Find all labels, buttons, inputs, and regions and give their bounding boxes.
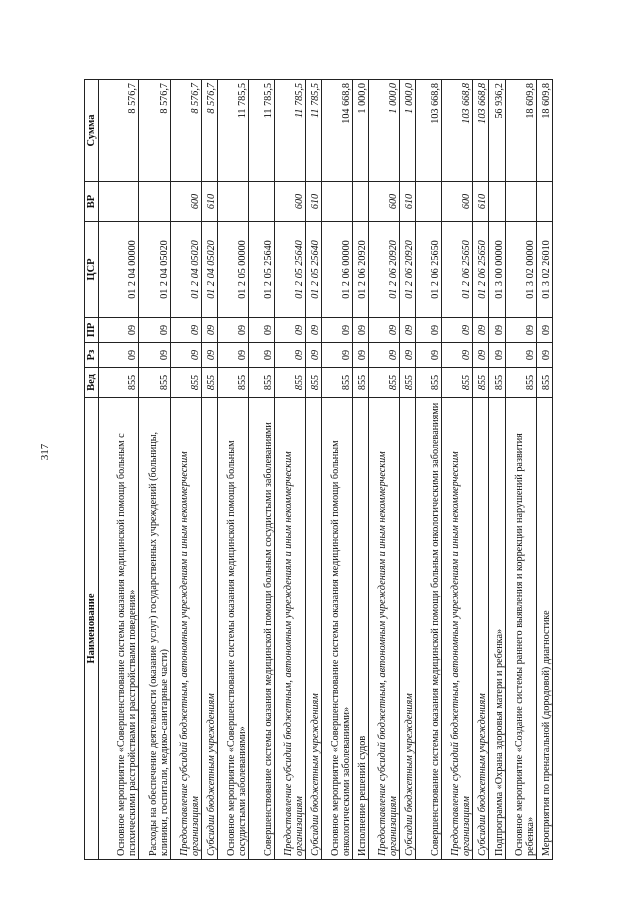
row-pr: 09 — [536, 318, 552, 343]
row-ved: 855 — [442, 368, 473, 398]
row-rz: 09 — [473, 343, 489, 368]
row-pr: 09 — [217, 318, 248, 343]
row-csr: 01 3 02 26010 — [536, 222, 552, 318]
table-row — [217, 80, 248, 860]
row-pr: 09 — [248, 318, 274, 343]
header-csr: ЦСР — [85, 222, 99, 318]
row-name: Основное мероприятие «Совершенствование системы оказания медицинской помощи больным онкологическими заболеваниями» — [321, 398, 352, 860]
row-rz: 09 — [201, 343, 217, 368]
row-sum: 8 576,7 — [139, 80, 170, 182]
row-name: Расходы на обеспечение деятельности (оказание услуг) государственных учреждений (больницы, клиники, госпитали, медико-санитарные части) — [139, 398, 170, 860]
row-ved: 855 — [536, 368, 552, 398]
row-rz: 09 — [248, 343, 274, 368]
row-sum: 8 576,7 — [99, 80, 139, 182]
row-vr: 610 — [400, 182, 416, 222]
row-pr: 09 — [274, 318, 305, 343]
row-sum: 56 936,2 — [489, 80, 505, 182]
table-row — [369, 80, 400, 860]
row-csr: 01 3 00 00000 — [489, 222, 505, 318]
row-name: Совершенствование системы оказания медицинской помощи больным онкологическими заболеваниями — [416, 398, 442, 860]
row-ved: 855 — [369, 368, 400, 398]
row-name: Основное мероприятие «Совершенствование системы оказания медицинской помощи больным с психическими расстройствами и расстройствами поведения» — [99, 398, 139, 860]
row-vr: 600 — [274, 182, 305, 222]
row-rz: 09 — [536, 343, 552, 368]
row-ved: 855 — [170, 368, 201, 398]
row-sum: 1 000,0 — [400, 80, 416, 182]
row-sum: 1 000,0 — [352, 80, 368, 182]
row-pr: 09 — [99, 318, 139, 343]
row-rz: 09 — [170, 343, 201, 368]
row-sum: 103 668,8 — [416, 80, 442, 182]
row-name: Основное мероприятие «Создание системы раннего выявления и коррекции нарушений развития ребенка» — [505, 398, 536, 860]
row-pr: 09 — [139, 318, 170, 343]
header-ved: Вед — [85, 368, 99, 398]
row-vr: 600 — [369, 182, 400, 222]
row-csr: 01 2 06 20920 — [369, 222, 400, 318]
table-row — [400, 80, 416, 860]
table-row — [489, 80, 505, 860]
row-name: Субсидии бюджетным учреждениям — [400, 398, 416, 860]
row-csr: 01 2 06 20920 — [352, 222, 368, 318]
row-rz: 09 — [400, 343, 416, 368]
row-name: Субсидии бюджетным учреждениям — [305, 398, 321, 860]
row-pr: 09 — [473, 318, 489, 343]
row-sum: 18 609,8 — [505, 80, 536, 182]
row-name: Предоставление субсидий бюджетным, автономным учреждениям и иным некоммерческим организациям — [274, 398, 305, 860]
row-ved: 855 — [416, 368, 442, 398]
row-vr: 610 — [305, 182, 321, 222]
row-pr: 09 — [369, 318, 400, 343]
table-row — [473, 80, 489, 860]
row-pr: 09 — [489, 318, 505, 343]
row-csr: 01 2 04 05020 — [201, 222, 217, 318]
row-name: Основное мероприятие «Совершенствование системы оказания медицинской помощи больным сосудистыми заболеваниями» — [217, 398, 248, 860]
row-sum: 103 668,8 — [442, 80, 473, 182]
row-pr: 09 — [305, 318, 321, 343]
row-ved: 855 — [217, 368, 248, 398]
row-csr: 01 2 06 25650 — [473, 222, 489, 318]
header-sum: Сумма — [85, 80, 99, 182]
row-vr — [505, 182, 536, 222]
table-row — [170, 80, 201, 860]
row-ved: 855 — [201, 368, 217, 398]
rotated-page-content — [84, 80, 553, 860]
row-csr: 01 2 06 25650 — [442, 222, 473, 318]
row-ved: 855 — [321, 368, 352, 398]
table-row — [201, 80, 217, 860]
row-vr — [321, 182, 352, 222]
row-rz: 09 — [489, 343, 505, 368]
row-vr — [352, 182, 368, 222]
row-sum: 8 576,7 — [201, 80, 217, 182]
row-pr: 09 — [201, 318, 217, 343]
header-pr: ПР — [85, 318, 99, 343]
row-sum: 11 785,5 — [274, 80, 305, 182]
row-rz: 09 — [416, 343, 442, 368]
page-number: 317 — [39, 443, 51, 461]
row-rz: 09 — [369, 343, 400, 368]
row-ved: 855 — [305, 368, 321, 398]
row-rz: 09 — [352, 343, 368, 368]
row-rz: 09 — [217, 343, 248, 368]
row-csr: 01 2 06 20920 — [400, 222, 416, 318]
row-csr: 01 2 05 25640 — [274, 222, 305, 318]
row-name: Мероприятия по пренатальной (дородовой) диагностике — [536, 398, 552, 860]
row-pr: 09 — [505, 318, 536, 343]
table-row — [352, 80, 368, 860]
row-pr: 09 — [170, 318, 201, 343]
row-name: Совершенствование системы оказания медицинской помощи больным сосудистыми заболеваниями — [248, 398, 274, 860]
row-vr — [248, 182, 274, 222]
row-vr: 600 — [442, 182, 473, 222]
row-sum: 8 576,7 — [170, 80, 201, 182]
row-pr: 09 — [321, 318, 352, 343]
row-rz: 09 — [442, 343, 473, 368]
row-rz: 09 — [505, 343, 536, 368]
row-name: Исполнение решений судов — [352, 398, 368, 860]
row-csr: 01 2 06 25650 — [416, 222, 442, 318]
row-rz: 09 — [274, 343, 305, 368]
row-csr: 01 3 02 00000 — [505, 222, 536, 318]
row-pr: 09 — [442, 318, 473, 343]
row-ved: 855 — [505, 368, 536, 398]
row-pr: 09 — [352, 318, 368, 343]
row-pr: 09 — [400, 318, 416, 343]
row-sum: 11 785,5 — [217, 80, 248, 182]
row-name: Подпрограмма «Охрана здоровья матери и ребенка» — [489, 398, 505, 860]
table-row — [139, 80, 170, 860]
table-row — [99, 80, 139, 860]
table-row — [416, 80, 442, 860]
row-ved: 855 — [139, 368, 170, 398]
table-header-row — [85, 80, 99, 860]
row-vr: 610 — [201, 182, 217, 222]
row-vr: 610 — [473, 182, 489, 222]
row-ved: 855 — [99, 368, 139, 398]
row-vr — [416, 182, 442, 222]
row-rz: 09 — [321, 343, 352, 368]
row-ved: 855 — [274, 368, 305, 398]
row-csr: 01 2 04 05020 — [139, 222, 170, 318]
row-rz: 09 — [305, 343, 321, 368]
row-name: Предоставление субсидий бюджетным, автономным учреждениям и иным некоммерческим организациям — [170, 398, 201, 860]
row-vr: 600 — [170, 182, 201, 222]
row-vr — [217, 182, 248, 222]
row-csr: 01 2 04 05020 — [170, 222, 201, 318]
row-csr: 01 2 04 00000 — [99, 222, 139, 318]
row-name: Предоставление субсидий бюджетным, автономным учреждениям и иным некоммерческим организациям — [442, 398, 473, 860]
row-pr: 09 — [416, 318, 442, 343]
row-sum: 104 668,8 — [321, 80, 352, 182]
header-vr: ВР — [85, 182, 99, 222]
row-csr: 01 2 06 00000 — [321, 222, 352, 318]
row-sum: 11 785,5 — [248, 80, 274, 182]
row-vr — [139, 182, 170, 222]
row-rz: 09 — [139, 343, 170, 368]
row-sum: 1 000,0 — [369, 80, 400, 182]
row-sum: 103 668,8 — [473, 80, 489, 182]
row-rz: 09 — [99, 343, 139, 368]
row-vr — [99, 182, 139, 222]
row-vr — [489, 182, 505, 222]
row-csr: 01 2 05 25640 — [248, 222, 274, 318]
row-ved: 855 — [400, 368, 416, 398]
table-row — [442, 80, 473, 860]
row-ved: 855 — [489, 368, 505, 398]
header-rz: Рз — [85, 343, 99, 368]
row-ved: 855 — [248, 368, 274, 398]
table-row — [321, 80, 352, 860]
header-name: Наименование — [85, 398, 99, 860]
table-row — [536, 80, 552, 860]
row-csr: 01 2 05 25640 — [305, 222, 321, 318]
row-csr: 01 2 05 00000 — [217, 222, 248, 318]
table-row — [248, 80, 274, 860]
table-row — [274, 80, 305, 860]
row-ved: 855 — [473, 368, 489, 398]
budget-table — [84, 79, 553, 860]
row-vr — [536, 182, 552, 222]
row-sum: 11 785,5 — [305, 80, 321, 182]
table-row — [305, 80, 321, 860]
row-name: Предоставление субсидий бюджетным, автономным учреждениям и иным некоммерческим организациям — [369, 398, 400, 860]
row-name: Субсидии бюджетным учреждениям — [201, 398, 217, 860]
row-name: Субсидии бюджетным учреждениям — [473, 398, 489, 860]
table-row — [505, 80, 536, 860]
row-sum: 18 609,8 — [536, 80, 552, 182]
row-ved: 855 — [352, 368, 368, 398]
